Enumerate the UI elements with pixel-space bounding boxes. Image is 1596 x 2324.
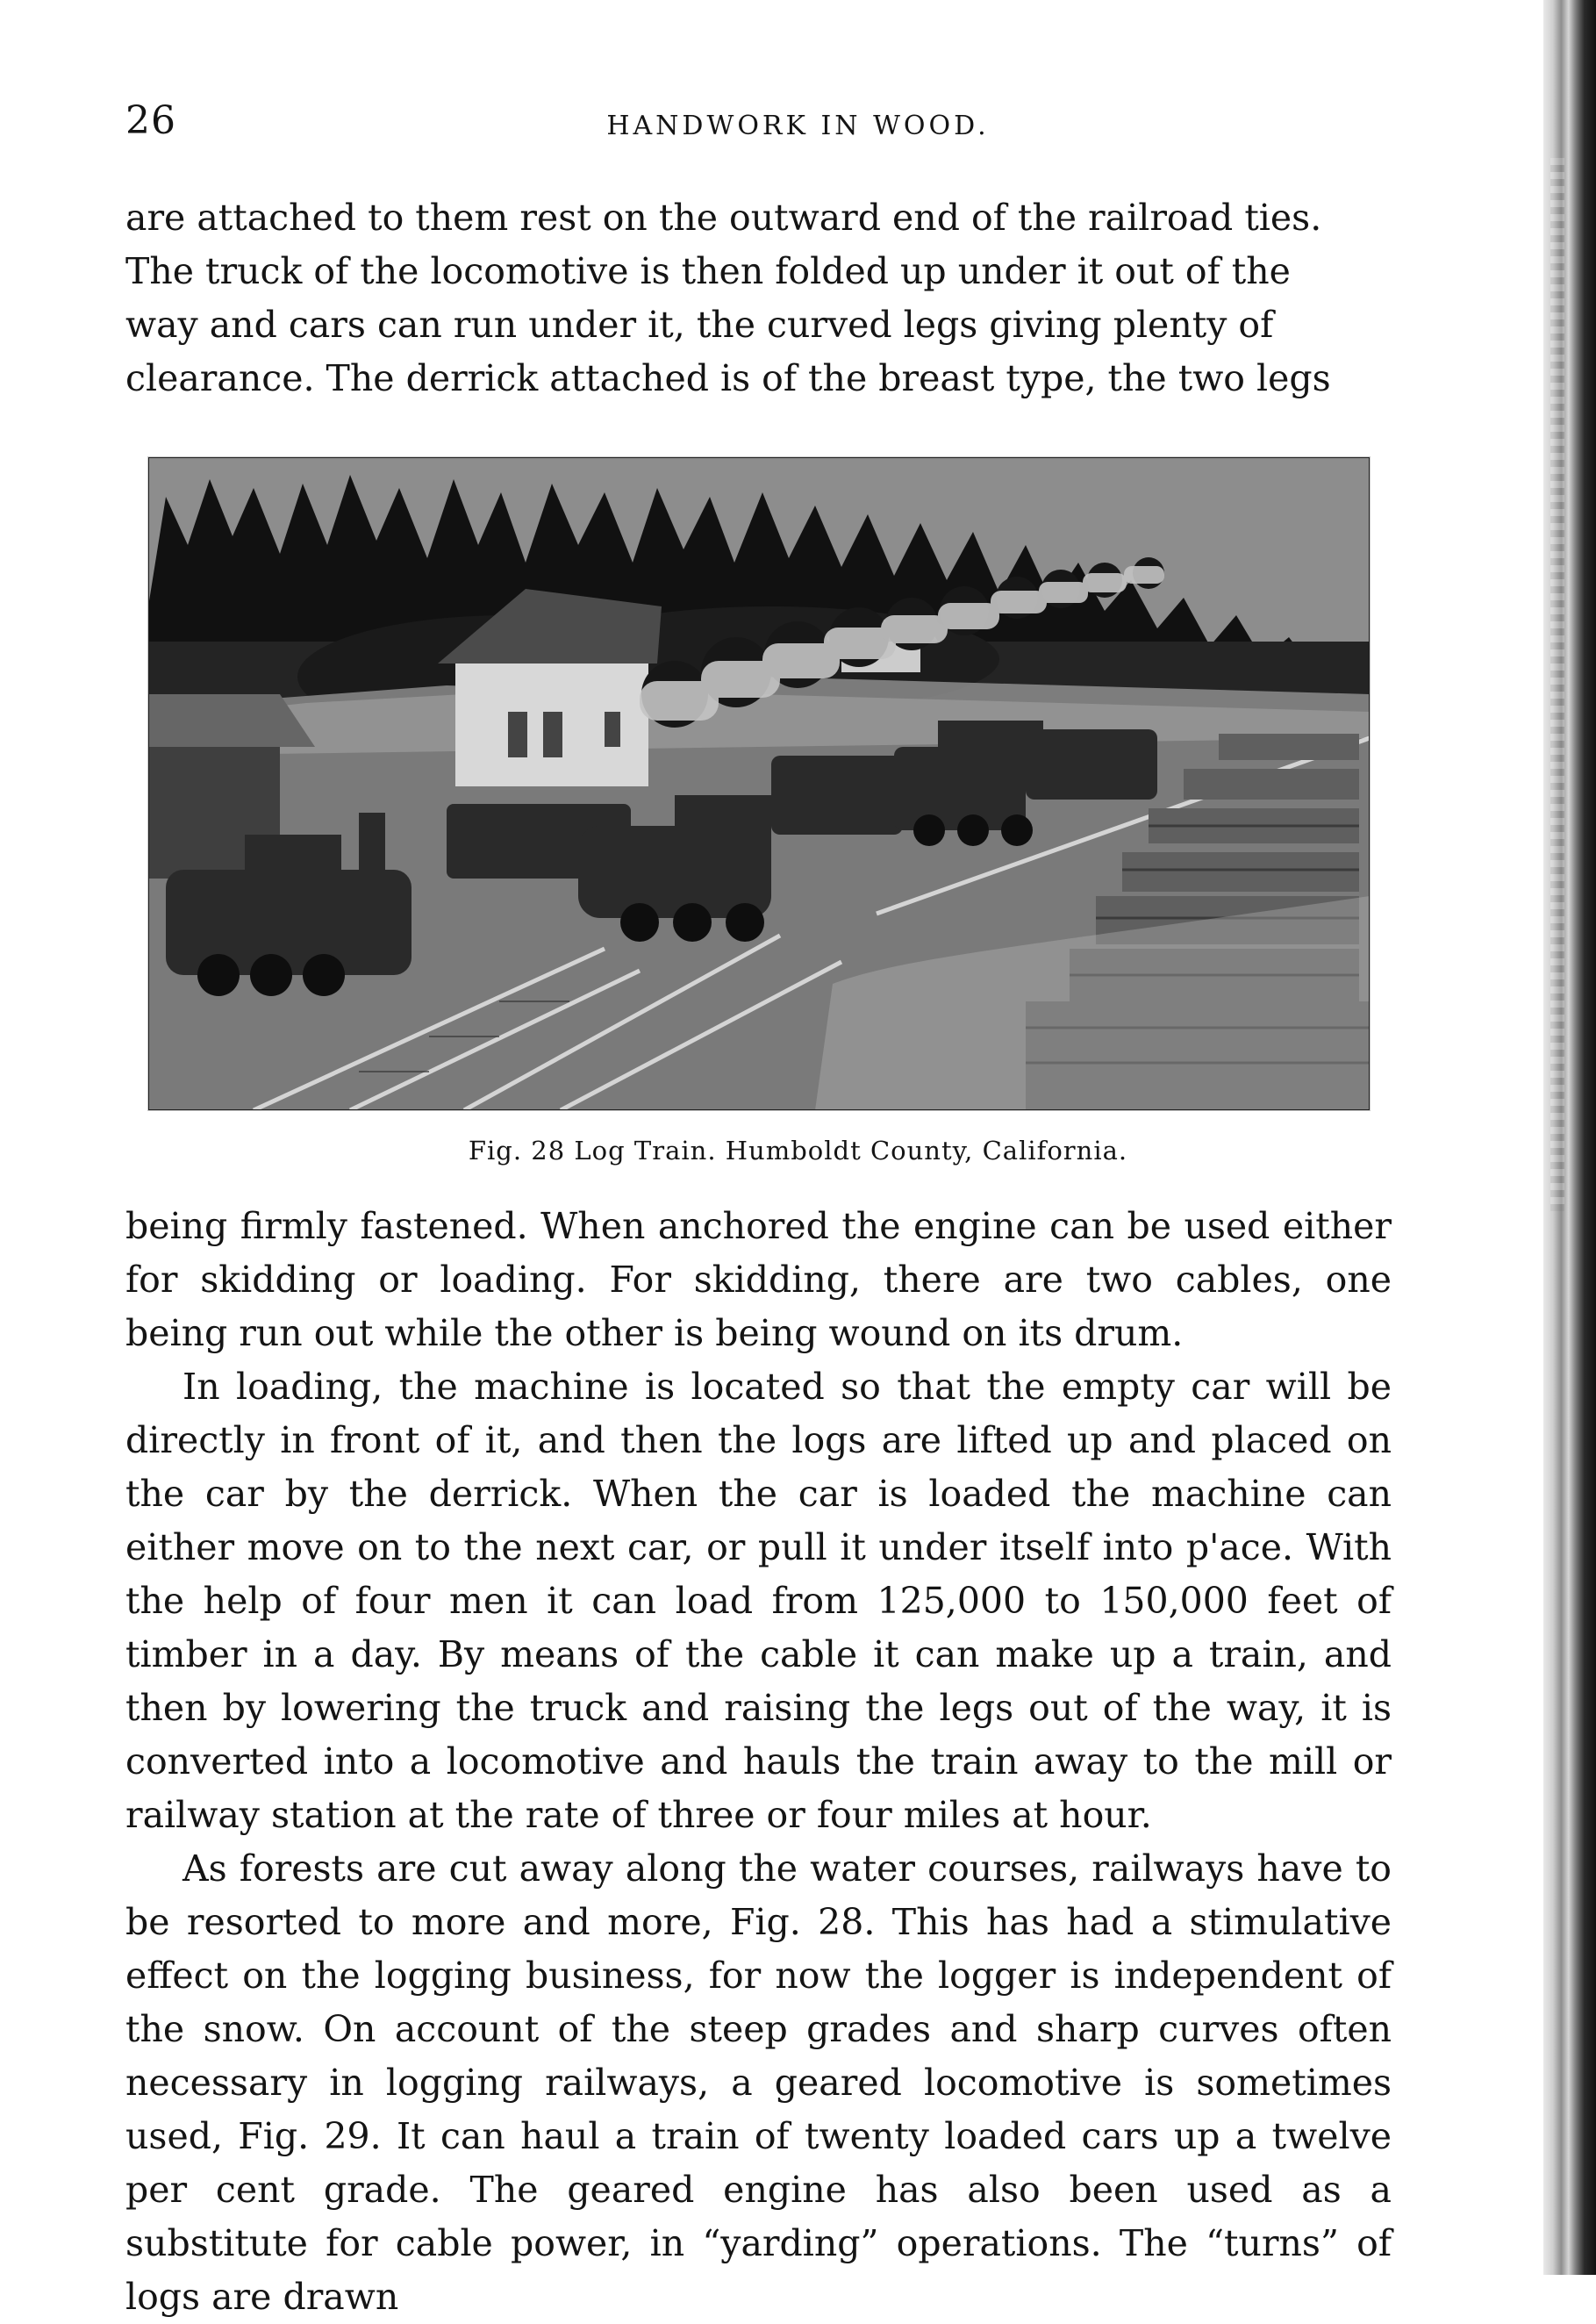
top-text-line: clearance. The derrick attached is of the breast type, the two legs	[125, 357, 1331, 399]
figure-caption: Fig. 28 Log Train. Humboldt County, California.	[468, 1136, 1128, 1166]
body-paragraph: In loading, the machine is located so that the empty car will be directly in front of it, and then the logs are lifted up and placed on the car by the derrick. When the car is loaded the machine can either move on to the next car, or pull it under itself into p'ace. With the help of four men it can load from 125,000 to 150,000 feet of timber in a day. By means of the cable it can make up a train, and then by lowering the truck and raising the legs out of the way, it is converted into a locomotive and hauls the train away to the mill or railway station at the rate of three or four miles at hour.	[125, 1366, 1392, 1836]
body-paragraph: being firmly fastened. When anchored the engine can be used either for skidding or loading. For skidding, there are two cables, one being run out while the other is being wound on its drum.	[125, 1205, 1392, 1354]
top-text-line: way and cars can run under it, the curved legs giving plenty of	[125, 304, 1274, 346]
top-text-line: are attached to them rest on the outward end of the railroad ties.	[125, 197, 1322, 239]
top-text-block	[125, 191, 1392, 405]
running-head: HANDWORK IN WOOD.	[606, 111, 990, 141]
log-train-photograph	[147, 456, 1371, 1111]
body-text-block	[125, 1200, 1392, 2324]
body-paragraph: As forests are cut away along the water courses, railways have to be resorted to more and more, Fig. 28. This has had a stimulative effect on the logging business, for now the logger is independent of the snow. On account of the steep grades and sharp curves often necessary in logging railways, a geared locomotive is sometimes used, Fig. 29. It can haul a train of twenty loaded cars up a twelve per cent grade. The geared engine has also been used as a substitute for cable power, in “yarding” operations. The “turns” of logs are drawn	[125, 1847, 1392, 2318]
top-text-line: The truck of the locomotive is then folded up under it out of the	[125, 250, 1291, 292]
page-number: 26	[125, 98, 176, 143]
